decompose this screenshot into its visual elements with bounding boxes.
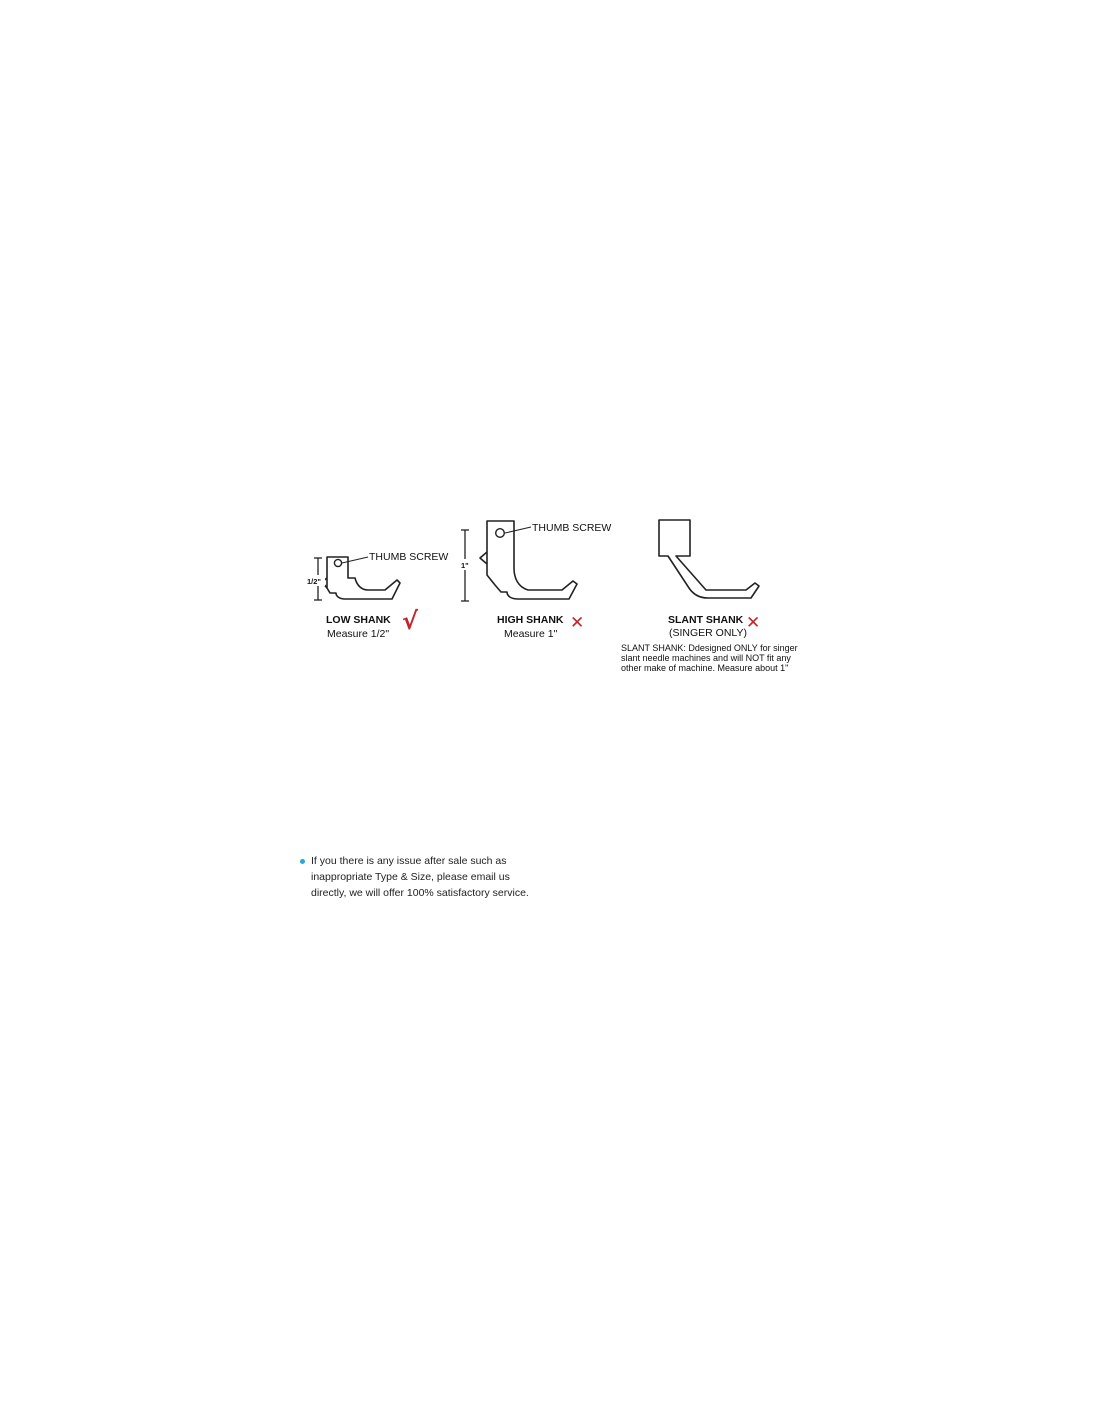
high-shank-title: HIGH SHANK [497,614,564,626]
high-shank-measure: Measure 1" [504,628,558,640]
low-shank-foot-outline [322,557,400,599]
low-callout-leader [342,557,368,563]
high-shank-figure [458,521,611,640]
fits-check-icon: √ [402,607,419,635]
slant-shank-foot-outline [659,520,759,598]
high-callout-leader [505,527,531,533]
high-dimension-label: 1" [461,561,469,570]
service-note-line: If you there is any issue after sale such as [311,855,507,867]
slant-shank-figure [621,520,798,673]
low-shank-title: LOW SHANK [326,614,391,626]
service-note-line: directly, we will offer 100% satisfactory service. [311,887,529,899]
slant-note-line: other make of machine. Measure about 1" [621,663,789,673]
low-dimension-label: 1/2" [307,577,321,586]
slant-note-line: SLANT SHANK: Ddesigned ONLY for singer [621,643,798,653]
thumb-screw-hole-icon [334,559,341,566]
not-fit-cross-icon: ✕ [746,613,761,633]
slant-shank-subtitle: (SINGER ONLY) [669,627,747,639]
high-callout-label: THUMB SCREW [532,522,612,534]
service-note-text [311,853,560,901]
service-note-line: inappropriate Type & Size, please email us [311,871,510,883]
slant-note-line: slant needle machines and will NOT fit any [621,653,791,663]
service-note [300,853,560,901]
slant-shank-title: SLANT SHANK [668,614,744,626]
low-callout-label: THUMB SCREW [369,551,449,563]
low-shank-figure [306,551,448,640]
not-fit-cross-icon: ✕ [570,613,585,633]
bullet-dot-icon [300,859,305,864]
low-shank-measure: Measure 1/2" [327,628,390,640]
thumb-screw-hole-icon [496,529,505,538]
